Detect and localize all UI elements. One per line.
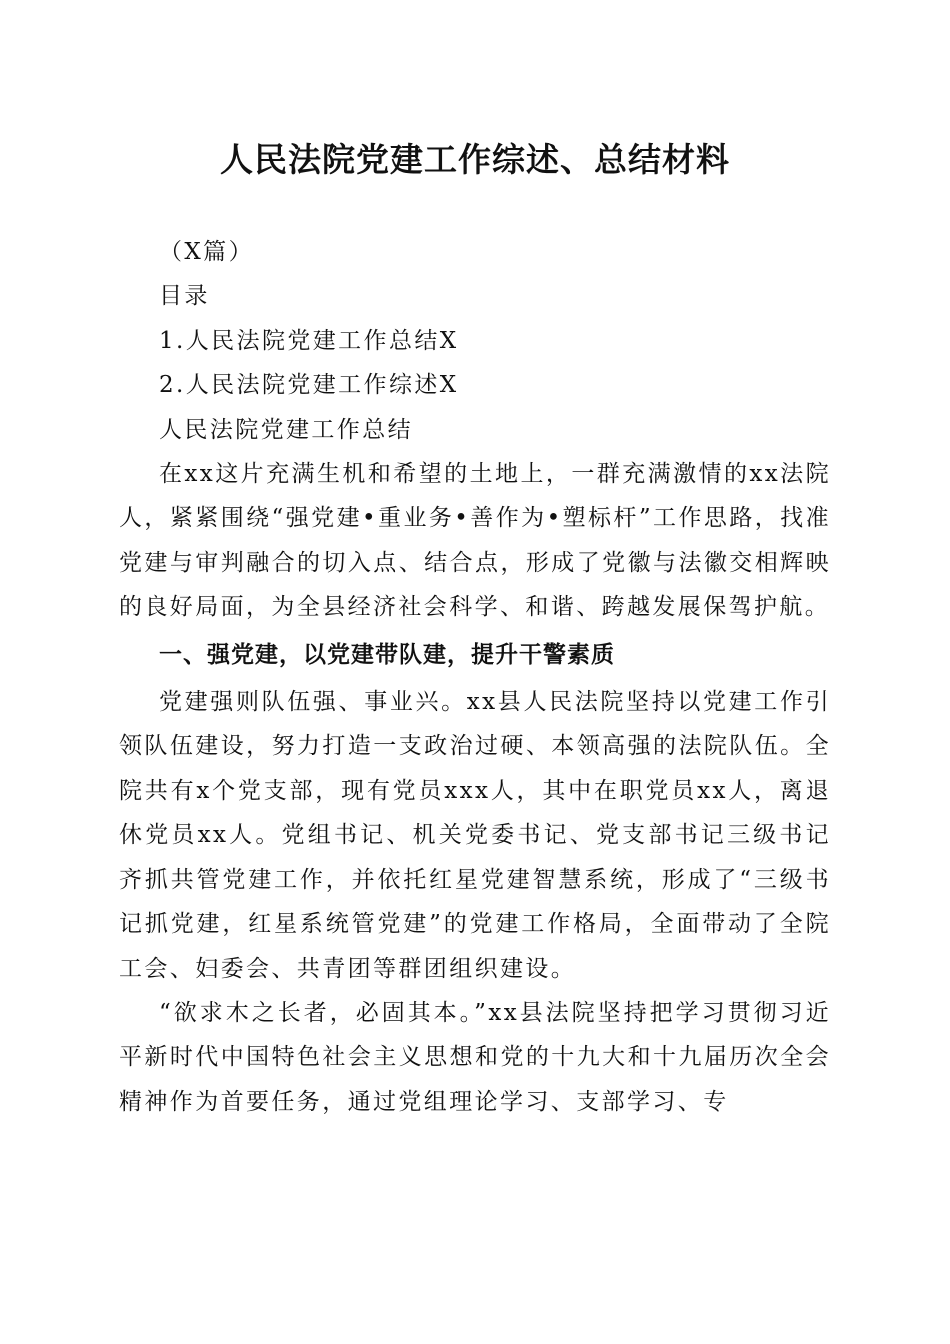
section-heading: 一、强党建，以党建带队建，提升干警素质 xyxy=(159,641,615,668)
toc-label: 目录 xyxy=(159,283,210,310)
toc-item: 2.人民法院党建工作综述X xyxy=(159,372,459,399)
count-label: （X篇） xyxy=(159,239,254,265)
body-paragraph: “欲求木之长者，必固其本。”xx县法院坚持把学习贯彻习近平新时代中国特色社会主义思想和党的十九大和十九届历次全会精神作为首要任务，通过党组理论学习、支部学习、专 xyxy=(119,999,831,1115)
toc-item: 1.人民法院党建工作总结X xyxy=(159,327,459,354)
section-title: 人民法院党建工作总结 xyxy=(159,416,413,443)
body-paragraph: 党建强则队伍强、事业兴。xx县人民法院坚持以党建工作引领队伍建设，努力打造一支政治过硬、本领高强的法院队伍。全院共有x个党支部，现有党员xxx人，其中在职党员xx人，离退休党员xx人。党组书记、机关党委书记、党支部书记三级书记齐抓共管党建工作，并依托红星党建智慧系统，形成了“三级书记抓党建，红星系统管党建”的党建工作格局，全面带动了全院工会、妇委会、共青团等群团组织建设。 xyxy=(119,689,831,982)
document-title: 人民法院党建工作综述、总结材料 xyxy=(220,140,730,179)
document-body xyxy=(119,230,831,1124)
intro-paragraph: 在xx这片充满生机和希望的土地上，一群充满激情的xx法院人，紧紧围绕“强党建•重业务•善作为•塑标杆”工作思路，找准党建与审判融合的切入点、结合点，形成了党徽与法徽交相辉映的良好局面，为全县经济社会科学、和谐、跨越发展保驾护航。 xyxy=(119,461,831,621)
